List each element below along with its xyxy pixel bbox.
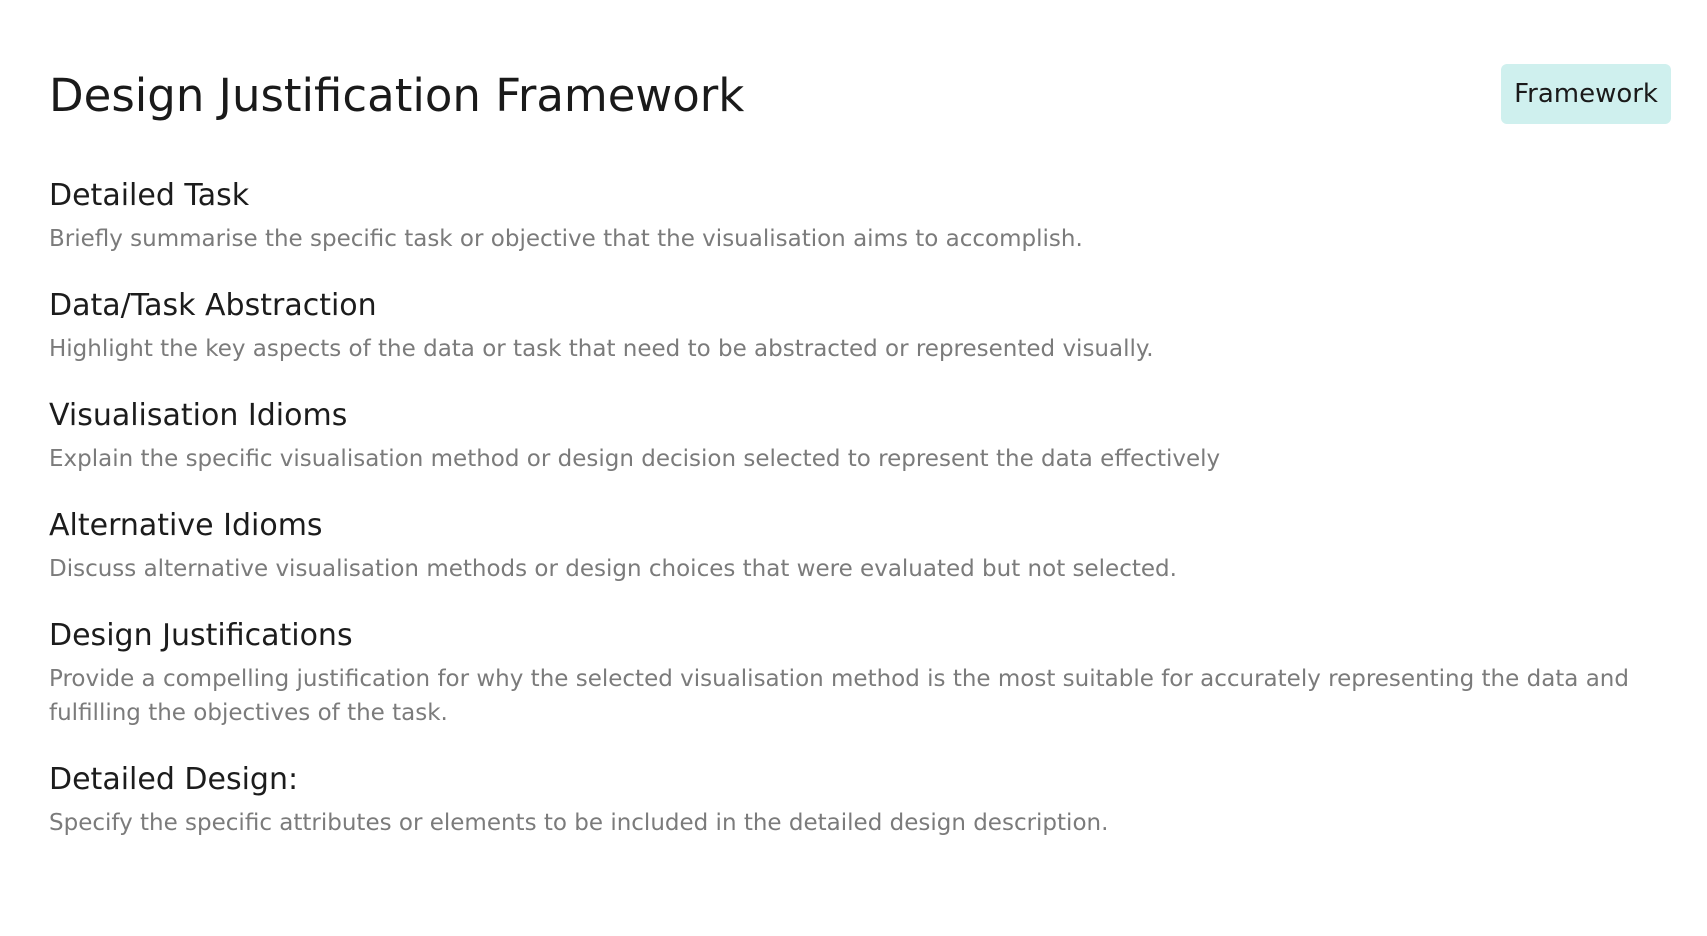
section-visualisation-idioms bbox=[49, 396, 1665, 476]
section-description: Provide a compelling justification for why the selected visualisation method is the most suitable for accurately representing the data and fulfilling the objectives of the task. bbox=[49, 666, 1629, 726]
section-title: Detailed Task bbox=[49, 178, 250, 213]
section-description: Briefly summarise the specific task or objective that the visualisation aims to accomplish. bbox=[49, 226, 1083, 252]
section-description: Discuss alternative visualisation methods or design choices that were evaluated but not selected. bbox=[49, 556, 1177, 582]
section-design-justifications bbox=[49, 616, 1665, 730]
framework-badge: Framework bbox=[1501, 64, 1671, 124]
framework-page bbox=[49, 0, 1665, 836]
page-header bbox=[49, 0, 1665, 150]
section-description: Specify the specific attributes or elements to be included in the detailed design description. bbox=[49, 810, 1109, 836]
section-title: Visualisation Idioms bbox=[49, 398, 348, 433]
page-title: Design Justification Framework bbox=[49, 69, 745, 122]
section-description: Highlight the key aspects of the data or task that need to be abstracted or represented visually. bbox=[49, 336, 1154, 362]
section-description: Explain the specific visualisation method or design decision selected to represent the data effectively bbox=[49, 446, 1221, 472]
section-title: Design Justifications bbox=[49, 618, 353, 653]
section-title: Data/Task Abstraction bbox=[49, 288, 377, 323]
section-title: Detailed Design: bbox=[49, 762, 299, 797]
sections-list bbox=[49, 176, 1665, 870]
section-title: Alternative Idioms bbox=[49, 508, 323, 543]
section-data-task-abstraction bbox=[49, 286, 1665, 366]
section-detailed-design bbox=[49, 760, 1665, 840]
section-detailed-task bbox=[49, 176, 1665, 256]
section-alternative-idioms bbox=[49, 506, 1665, 586]
